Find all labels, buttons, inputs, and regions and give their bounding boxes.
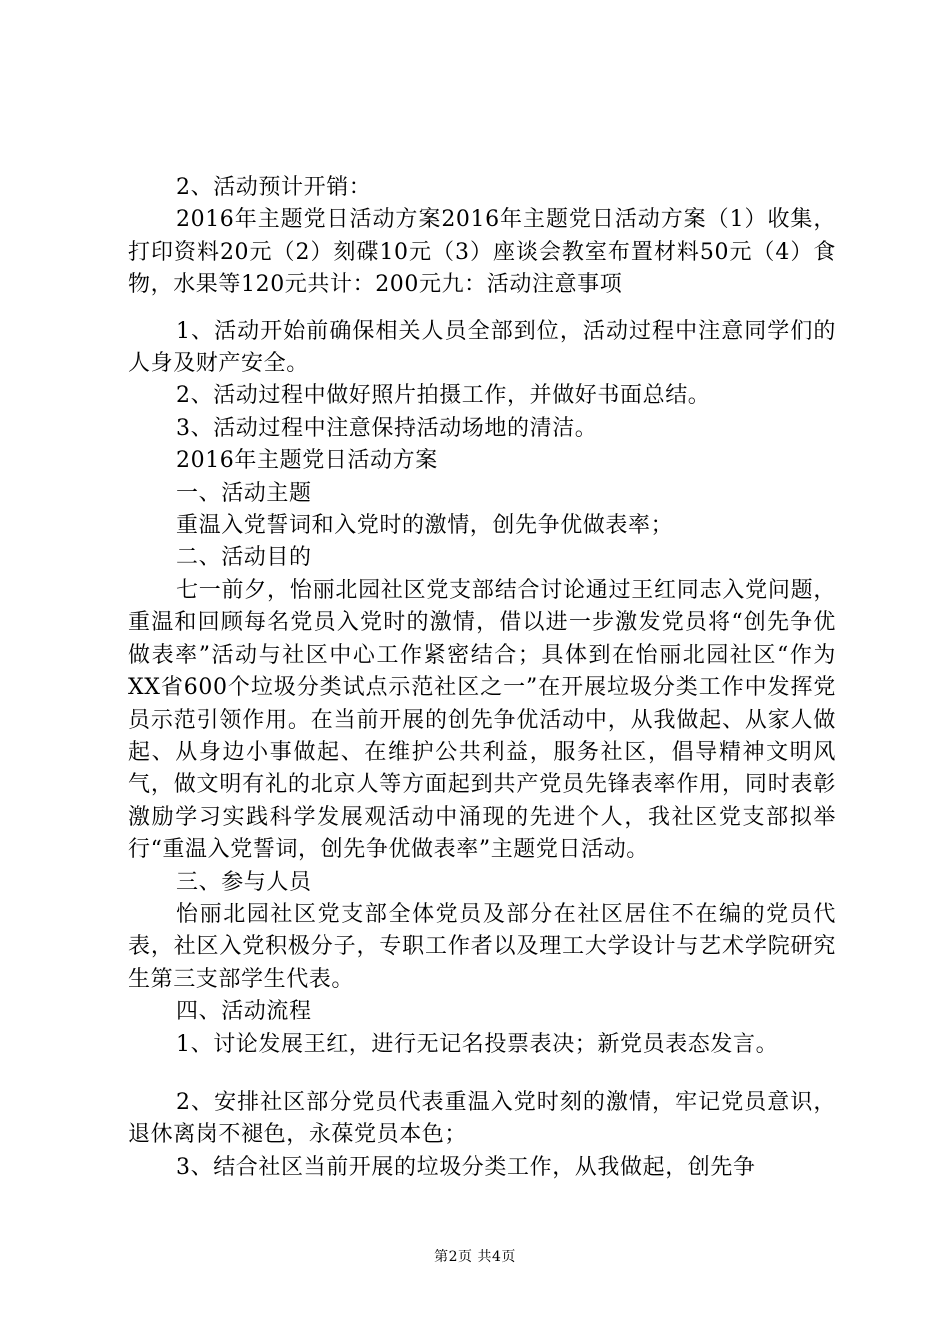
paragraph-process-2: 2、安排社区部分党员代表重温入党时刻的激情，牢记党员意识，退休离岗不褪色，永葆党员本色；	[128, 1089, 836, 1148]
paragraph-process-3: 3、结合社区当前开展的垃圾分类工作，从我做起，创先争	[176, 1154, 756, 1180]
heading-theme: 一、活动主题	[176, 480, 312, 506]
paragraph-purpose: 七一前夕，怡丽北园社区党支部结合讨论通过王红同志入党问题，重温和回顾每名党员入党时的激情，借以进一步激发党员将“创先争优做表率”活动与社区中心工作紧密结合；具体到在怡丽北园社区“作为XX省600个垃圾分类试点示范社区之一”在开展垃圾分类工作中发挥党员示范引领作用。在当前开展的创先争优活动中，从我做起、从家人做起、从身边小事做起、在维护公共利益，服务社区，倡导精神文明风气，做文明有礼的北京人等方面起到共产党员先锋表率作用，同时表彰激励学习实践科学发展观活动中涌现的先进个人，我社区党支部拟举行“重温入党誓词，创先争优做表率”主题党日活动。	[128, 577, 836, 863]
paragraph-cost-heading: 2、活动预计开销：	[176, 175, 372, 200]
section-title: 2016年主题党日活动方案	[176, 448, 438, 474]
document-body	[128, 172, 836, 1184]
heading-process: 四、活动流程	[176, 999, 312, 1025]
paragraph-process-1: 1、讨论发展王红，进行无记名投票表决；新党员表态发言。	[176, 1031, 779, 1057]
paragraph-note-1: 1、活动开始前确保相关人员全部到位，活动过程中注意同学们的人身及财产安全。	[128, 318, 836, 377]
page-footer: 第2页 共4页	[434, 1249, 516, 1265]
paragraph-theme: 重温入党誓词和入党时的激情，创先争优做表率；	[176, 513, 674, 539]
heading-participants: 三、参与人员	[176, 869, 312, 895]
paragraph-gap	[128, 302, 836, 316]
paragraph-participants: 怡丽北园社区党支部全体党员及部分在社区居住不在编的党员代表，社区入党积极分子，专职工作者以及理工大学设计与艺术学院研究生第三支部学生代表。	[128, 901, 836, 992]
heading-purpose: 二、活动目的	[176, 545, 312, 571]
paragraph-note-3: 3、活动过程中注意保持活动场地的清洁。	[176, 415, 598, 441]
paragraph-cost-detail: 2016年主题党日活动方案2016年主题党日活动方案（1）收集，打印资料20元（2）刻碟10元（3）座谈会教室布置材料50元（4）食物，水果等120元共计：200元九：活动注意事项	[128, 207, 836, 298]
paragraph-note-2: 2、活动过程中做好照片拍摄工作，并做好书面总结。	[176, 383, 711, 409]
paragraph-gap	[128, 1061, 836, 1087]
